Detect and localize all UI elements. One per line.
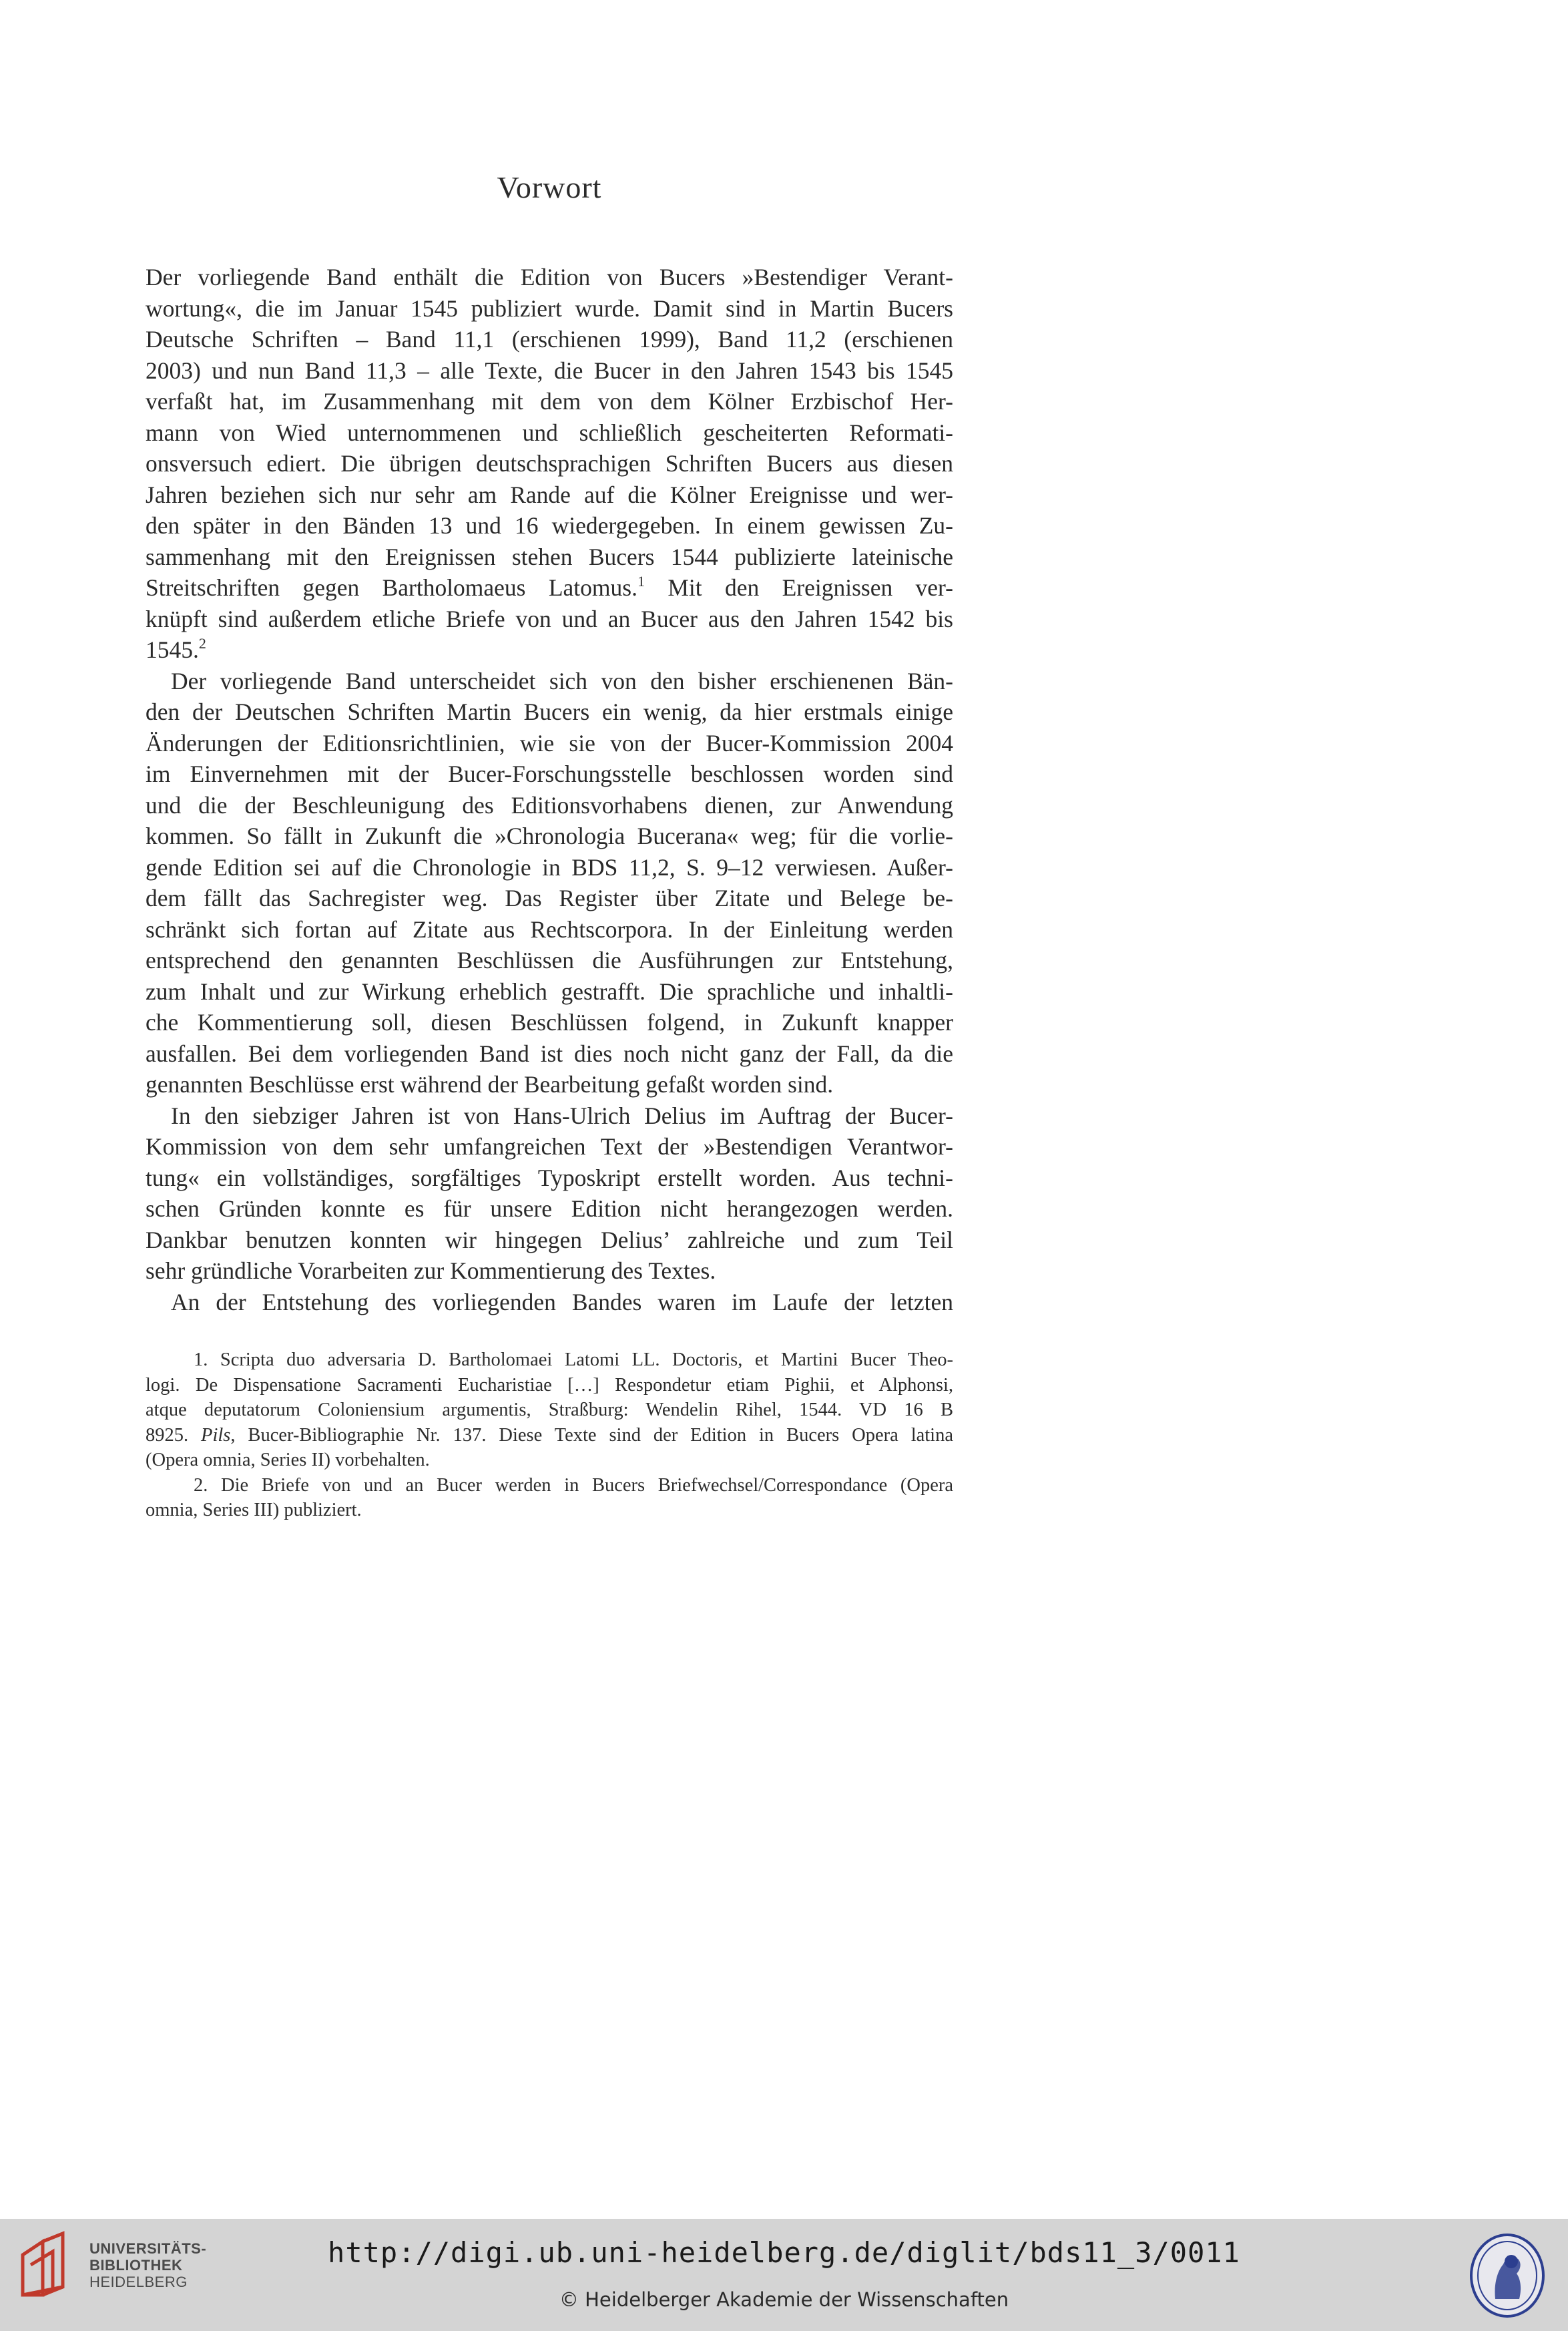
logo-line: UNIVERSITÄTS- bbox=[89, 2240, 207, 2257]
footnote-line: 1. Scripta duo adversaria D. Bartholomaei Latomi LL. Doctoris, et Martini Bucer Theo- bbox=[194, 1349, 953, 1370]
text-segment: 8925. bbox=[146, 1424, 202, 1446]
text-line: wortung«, die im Januar 1545 publiziert wurde. Damit sind in Martin Bucers bbox=[146, 294, 953, 322]
text-line: kommen. So fällt in Zukunft die »Chronologia Bucerana« weg; für die vorlie- bbox=[146, 823, 953, 849]
text-line-with-note bbox=[146, 634, 953, 666]
text-line: 2003) und nun Band 11,3 – alle Texte, die Bucer in den Jahren 1543 bis 1545 bbox=[146, 357, 953, 384]
text-line: An der Entstehung des vorliegenden Bandes waren im Laufe der letzten bbox=[171, 1288, 953, 1315]
paragraph-2 bbox=[146, 666, 953, 1100]
text-line: gende Edition sei auf die Chronologie in BDS 11,2, S. 9–12 verwiesen. Außer- bbox=[146, 853, 953, 881]
paragraph-1 bbox=[146, 262, 953, 666]
footer-bar bbox=[0, 2219, 1568, 2331]
text-line: Kommission von dem sehr umfangreichen Text der »Bestendigen Verantwor- bbox=[146, 1133, 953, 1160]
paragraph-3 bbox=[146, 1100, 953, 1287]
text-line: zum Inhalt und zur Wirkung erheblich gestrafft. Die sprachliche und inhaltli- bbox=[146, 978, 953, 1005]
page-title: Vorwort bbox=[497, 170, 602, 204]
text-line: knüpft sind außerdem etliche Briefe von und an Bucer aus den Jahren 1542 bis bbox=[146, 605, 953, 632]
text-line: Jahren beziehen sich nur sehr am Rande auf die Kölner Ereignisse und wer- bbox=[146, 481, 953, 508]
text-line: tung« ein vollständiges, sorgfältiges Typoskript erstellt worden. Aus techni- bbox=[146, 1164, 953, 1191]
footnote-1 bbox=[146, 1347, 953, 1473]
author-name-italic: Pils bbox=[201, 1424, 231, 1446]
footnotes bbox=[146, 1347, 953, 1523]
academy-seal-icon bbox=[1469, 2232, 1546, 2319]
footnote-line bbox=[146, 1423, 953, 1448]
footnote-line: (Opera omnia, Series II) vorbehalten. bbox=[146, 1450, 430, 1470]
text-line: dem fällt das Sachregister weg. Das Register über Zitate und Belege be- bbox=[146, 885, 953, 911]
text-line-with-note bbox=[146, 572, 953, 604]
permalink-url[interactable]: http://digi.ub.uni-heidelberg.de/diglit/bds11_3/0011 bbox=[328, 2236, 1240, 2269]
text-line: Änderungen der Editionsrichtlinien, wie sie von der Bucer-Kommission 2004 bbox=[146, 729, 953, 757]
text-line: den der Deutschen Schriften Martin Bucers ein wenig, da hier erstmals einige bbox=[146, 698, 953, 725]
text-line: im Einvernehmen mit der Bucer-Forschungsstelle beschlossen worden sind bbox=[146, 761, 953, 787]
footnote-ref-1[interactable]: 1 bbox=[637, 573, 645, 590]
footnote-line: omnia, Series III) publiziert. bbox=[146, 1500, 362, 1520]
text-line: In den siebziger Jahren ist von Hans-Ulrich Delius im Auftrag der Bucer- bbox=[171, 1102, 953, 1129]
text-line: schränkt sich fortan auf Zitate aus Rechtscorpora. In der Einleitung werden bbox=[146, 915, 953, 943]
logo-line: HEIDELBERG bbox=[89, 2274, 188, 2290]
text-segment: , Bucer-Bibliographie Nr. 137. Diese Texte sind der Edition in Bucers Opera latina bbox=[230, 1424, 953, 1446]
footnote-line: 2. Die Briefe von und an Bucer werden in Bucers Briefwechsel/Correspondance (Opera bbox=[194, 1474, 953, 1496]
text-line: genannten Beschlüsse erst während der Bearbeitung gefaßt worden sind. bbox=[146, 1071, 834, 1098]
text-segment: Streitschriften gegen Bartholomaeus Latomus. bbox=[146, 574, 637, 601]
text-line: verfaßt hat, im Zusammenhang mit dem von dem Kölner Erzbischof Her- bbox=[146, 388, 953, 415]
logo-line: BIBLIOTHEK bbox=[89, 2257, 183, 2274]
text-line: sammenhang mit den Ereignissen stehen Bucers 1544 publizierte lateinische bbox=[146, 543, 953, 570]
footnote-line: logi. De Dispensatione Sacramenti Eucharistiae […] Respondetur etiam Pighii, et Alphonsi, bbox=[146, 1374, 953, 1396]
text-line: che Kommentierung soll, diesen Beschlüssen folgend, in Zukunft knapper bbox=[146, 1009, 953, 1036]
text-line: Deutsche Schriften – Band 11,1 (erschienen 1999), Band 11,2 (erschienen bbox=[146, 326, 953, 353]
text-line: mann von Wied unternommenen und schließlich gescheiterten Reformati- bbox=[146, 419, 953, 446]
footnote-2 bbox=[146, 1473, 953, 1523]
text-line: onsversuch ediert. Die übrigen deutschsprachigen Schriften Bucers aus diesen bbox=[146, 450, 953, 477]
text-line: Der vorliegende Band unterscheidet sich von den bisher erschienenen Bän- bbox=[171, 667, 953, 694]
copyright-notice: © Heidelberger Akademie der Wissenschaften bbox=[559, 2288, 1009, 2311]
text-line: ausfallen. Bei dem vorliegenden Band ist dies noch nicht ganz der Fall, da die bbox=[146, 1040, 953, 1067]
body-text bbox=[146, 262, 953, 1317]
text-line: Dankbar benutzen konnten wir hingegen Delius’ zahlreiche und zum Teil bbox=[146, 1226, 953, 1253]
text-line: sehr gründliche Vorarbeiten zur Kommentierung des Textes. bbox=[146, 1257, 716, 1284]
text-line: entsprechend den genannten Beschlüssen die Ausführungen zur Entstehung, bbox=[146, 947, 953, 974]
text-segment: 1545. bbox=[146, 636, 199, 663]
footnote-ref-2[interactable]: 2 bbox=[198, 635, 206, 652]
paragraph-4 bbox=[146, 1287, 953, 1318]
text-line: den später in den Bänden 13 und 16 wiedergegeben. In einem gewissen Zu- bbox=[146, 512, 953, 539]
text-line: schen Gründen konnte es für unsere Edition nicht herangezogen werden. bbox=[146, 1195, 953, 1222]
text-line: Der vorliegende Band enthält die Edition von Bucers »Bestendiger Verant- bbox=[146, 264, 953, 290]
text-line: und die der Beschleunigung des Editionsvorhabens dienen, zur Anwendung bbox=[146, 791, 953, 819]
text-segment: Mit den Ereignissen ver- bbox=[644, 574, 953, 601]
footnote-line: atque deputatorum Coloniensium argumentis, Straßburg: Wendelin Rihel, 1544. VD 16 B bbox=[146, 1400, 953, 1420]
